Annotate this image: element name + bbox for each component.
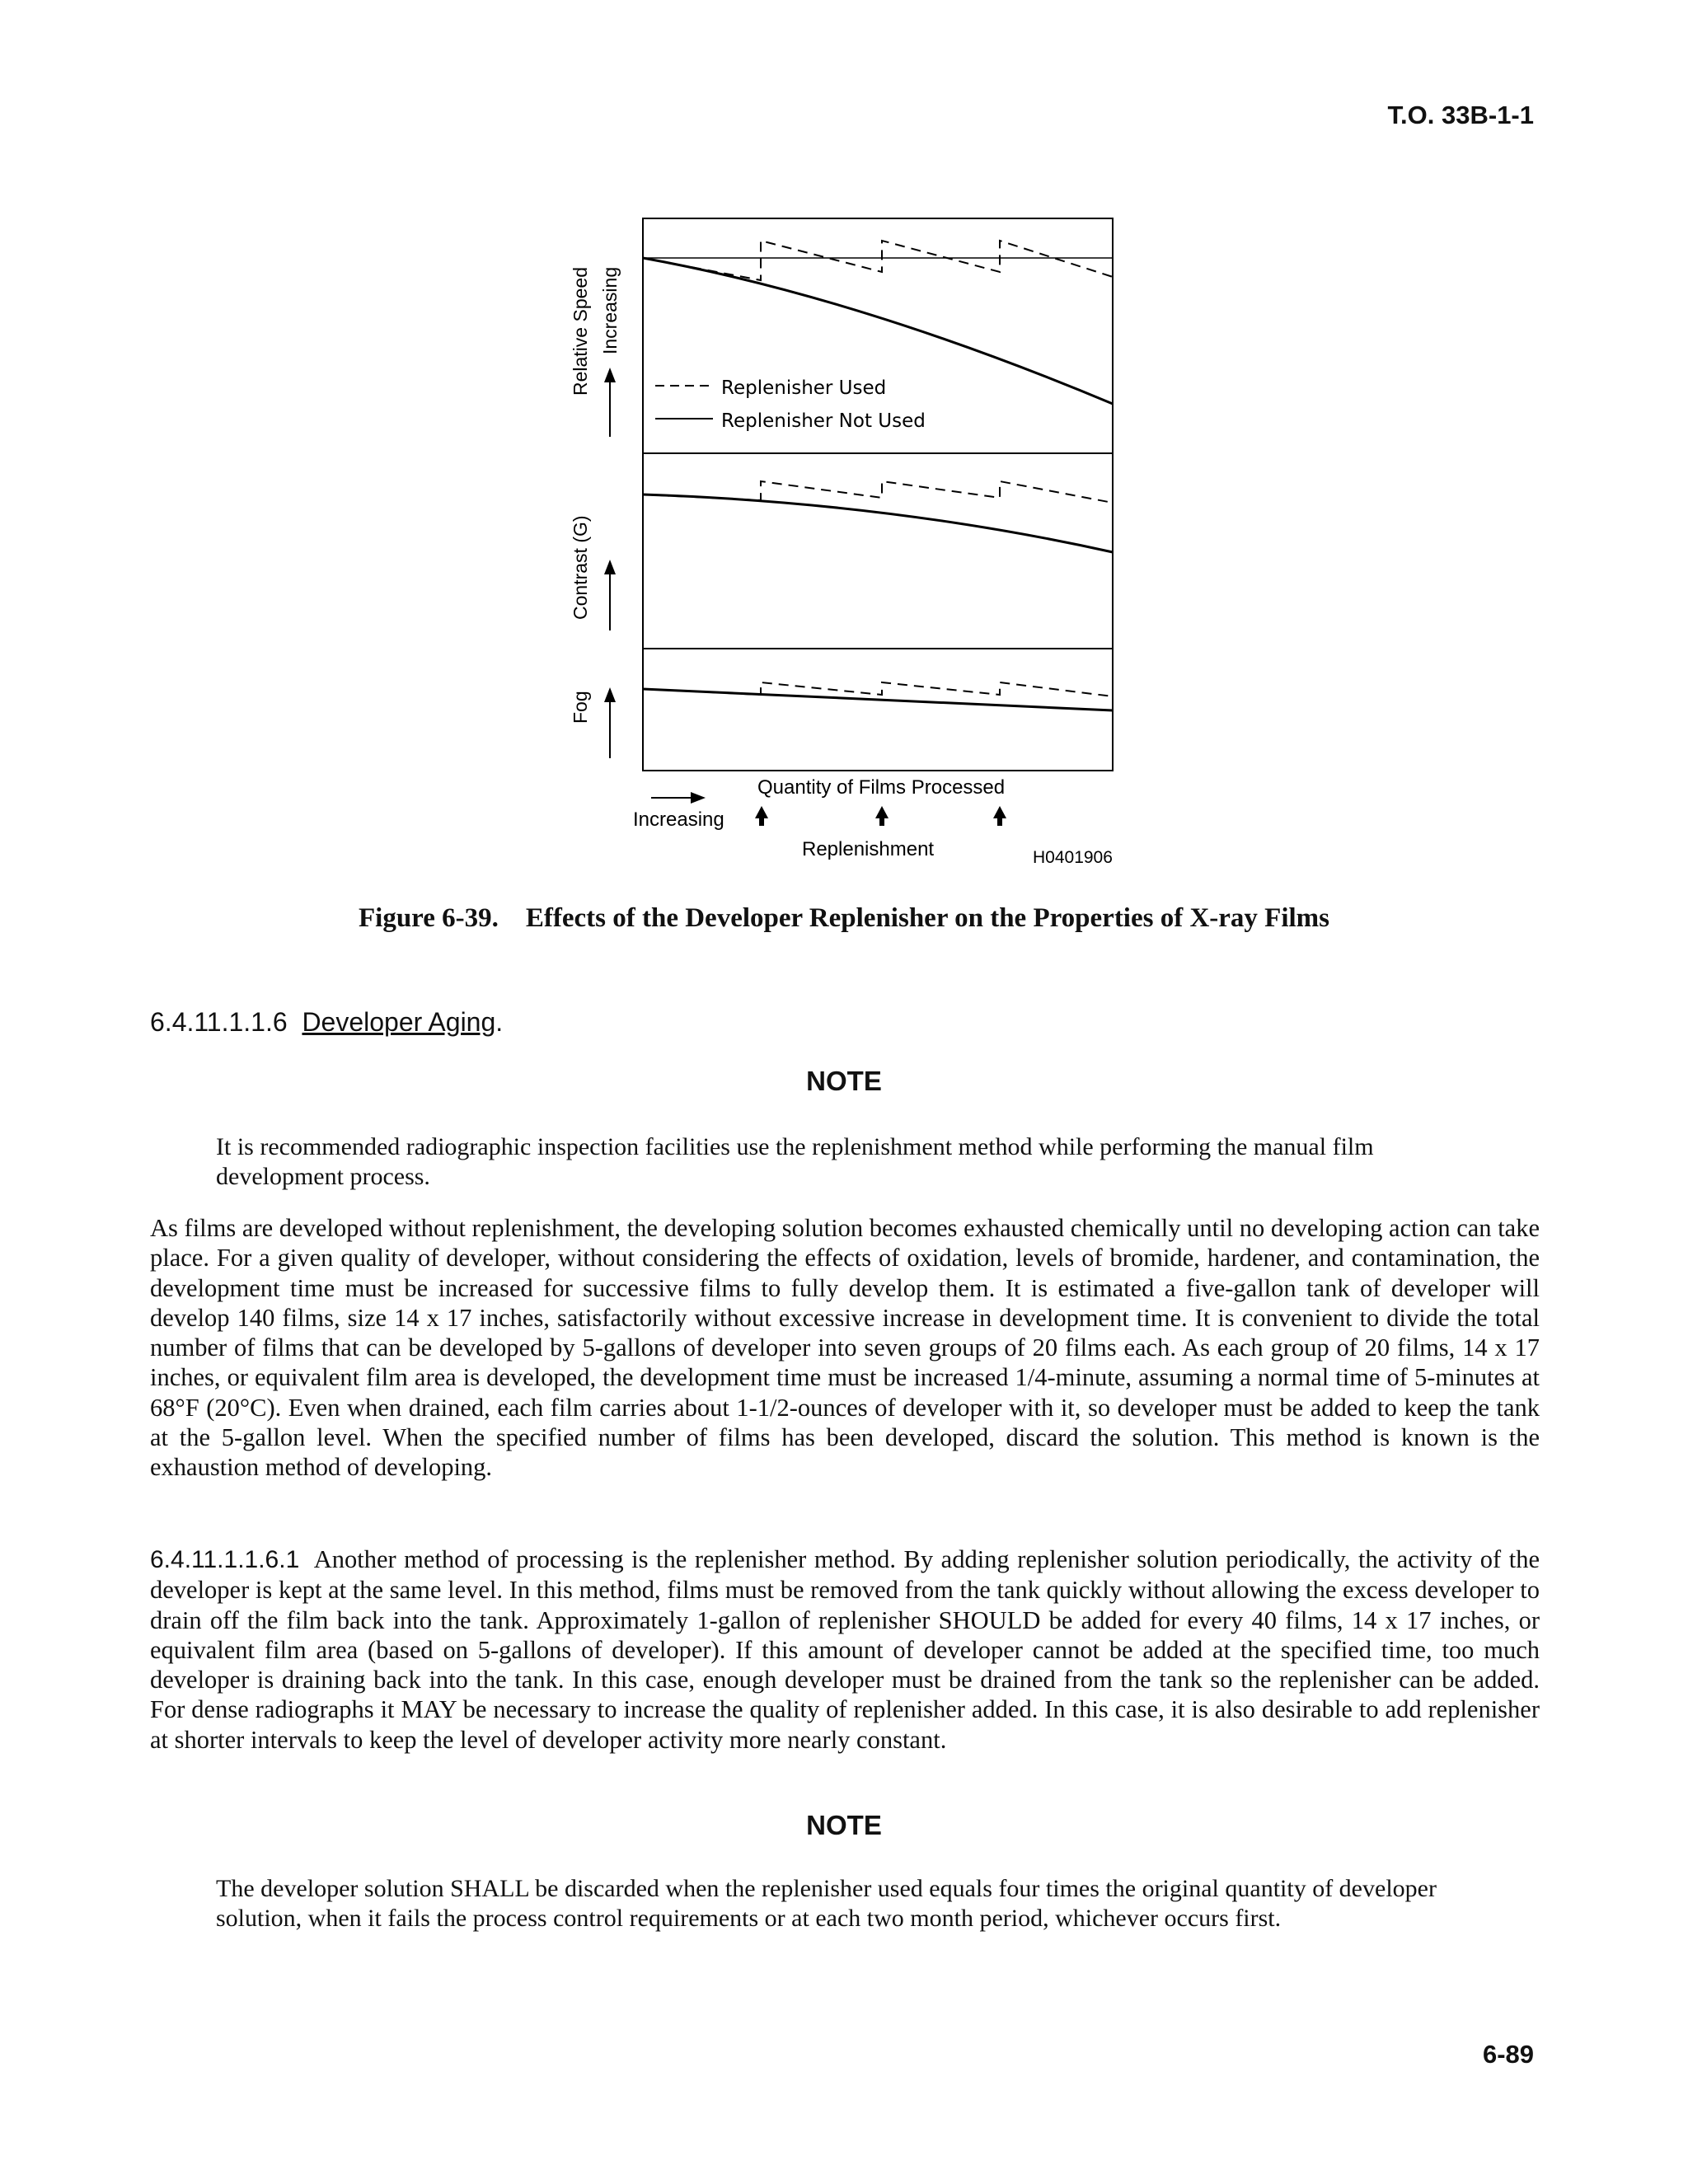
speed-curve-replenisher xyxy=(643,241,1113,280)
replenishment-marker-3 xyxy=(993,806,1006,826)
speed-arrow-label: Increasing xyxy=(599,266,621,354)
replenisher-effects-figure xyxy=(560,206,1154,882)
contrast-curve-replenisher xyxy=(643,481,1113,503)
section-heading: 6.4.11.1.1.6 Developer Aging. xyxy=(150,1007,504,1037)
contrast-panel-frame xyxy=(643,453,1113,649)
figure-caption: Figure 6-39. Effects of the Developer Replenisher on the Properties of X-ray Films xyxy=(359,903,1329,933)
fog-label: Fog xyxy=(570,691,591,724)
contrast-arrowhead xyxy=(604,560,616,574)
fog-curve-replenisher xyxy=(643,682,1113,696)
figure-id: H0401906 xyxy=(1033,848,1113,867)
paragraph-replenisher xyxy=(150,1544,1540,1755)
replenishment-label: Replenishment xyxy=(802,838,935,860)
replenishment-marker-2 xyxy=(875,806,889,826)
legend-dashed-label: Replenisher Used xyxy=(721,377,887,399)
section-number: 6.4.11.1.1.6 xyxy=(150,1007,288,1037)
note-heading-1: NOTE xyxy=(806,1066,882,1096)
note-heading-2: NOTE xyxy=(806,1810,882,1840)
x-axis-arrow-label: Increasing xyxy=(633,808,724,831)
fog-arrowhead xyxy=(604,687,616,702)
x-axis-label: Quantity of Films Processed xyxy=(757,776,1006,799)
fog-panel-frame xyxy=(643,649,1113,771)
paragraph-exhaustion: As films are developed without replenishment, the developing solution becomes exhausted chemically until no developing action can take place. For a given quality of developer, without considering the effects of oxidation, levels of bromide, hardener, and contamination, the development time must be increased for successive films to fully develop them. It is estimated a five-gallon tank of developer will develop 140 films, size 14 x 17 inches, satisfactorily without excessive increase in development time. It is convenient to divide the total number of films that can be developed by 5-gallons of developer into seven groups of 20 films each. As each group of 20 films, 14 x 17 inches, or equivalent film area is developed, the development time must be increased 1/4-minute, assuming a normal time of 5-minutes at 68°F (20°C). Even when drained, each film carries about 1-1/2-ounces of developer with it, so developer must be added to keep the tank at the 5-gallon level. When the specified number of films has been developed, discard the solution. This method is known is the exhaustion method of developing. xyxy=(150,1214,1540,1482)
section-title: Developer Aging xyxy=(302,1007,496,1037)
note-text-1: It is recommended radiographic inspection facilities use the replenishment method while performing the manual film development process. xyxy=(216,1133,1374,1190)
legend-solid-label: Replenisher Not Used xyxy=(721,410,926,432)
contrast-label: Contrast (G) xyxy=(570,515,591,620)
contrast-curve-no-replenisher xyxy=(643,494,1113,552)
replenishment-marker-1 xyxy=(755,806,768,826)
x-axis-arrowhead xyxy=(691,792,706,804)
document-number: T.O. 33B-1-1 xyxy=(1387,101,1534,129)
note-text-2: The developer solution SHALL be discarded when the replenisher used equals four times the original quantity of developer solution, when it fails the process control requirements or at each two month period, whichever occurs first. xyxy=(216,1875,1437,1932)
speed-arrowhead xyxy=(604,368,616,382)
paragraph-number: 6.4.11.1.1.6.1 xyxy=(150,1546,300,1573)
page-number: 6-89 xyxy=(1482,2040,1534,2069)
speed-label: Relative Speed xyxy=(570,267,591,396)
paragraph-replenisher-text: Another method of processing is the replenisher method. By adding replenisher solution periodically, the activity of the developer is kept at the same level. In this method, films must be removed from the tank quickly without allowing the excess developer to drain off the film back into the tank. Approximately 1-gallon of replenisher SHOULD be added for every 40 films, 14 x 17 inches, or equivalent film area (based on 5-gallons of developer). If this amount of developer cannot be added at the specified time, too much developer is draining back into the tank. In this case, enough developer must be drained from the tank so the replenisher can be added. For dense radiographs it MAY be necessary to increase the quality of replenisher added. In this case, it is also desirable to add replenisher at shorter intervals to keep the level of developer activity more nearly constant. xyxy=(150,1545,1540,1754)
